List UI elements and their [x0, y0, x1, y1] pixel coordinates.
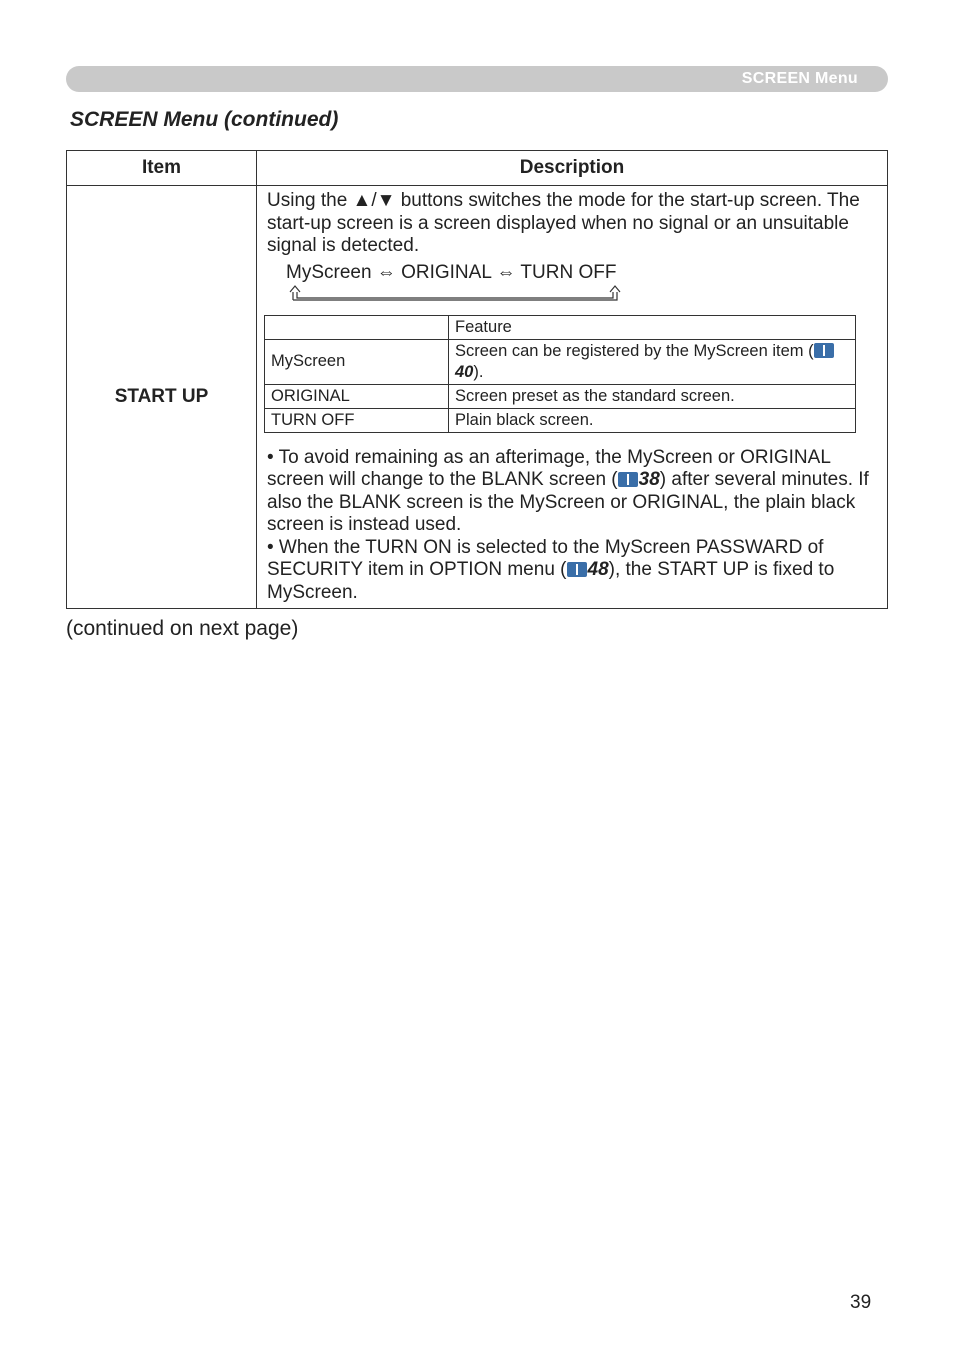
description-cell: [257, 186, 888, 609]
mode-name: ORIGINAL: [265, 384, 449, 408]
table-header-row: [67, 151, 888, 186]
cycle-return-arrow-icon: [287, 284, 623, 304]
item-cell: START UP: [67, 186, 257, 609]
header-label: SCREEN Menu: [741, 70, 858, 87]
menu-table: [66, 150, 888, 609]
mode-feature: [449, 339, 856, 384]
mode-cycle: MyScreen ⇔ ORIGINAL ⇔ TURN OFF: [286, 261, 617, 283]
note-password: [267, 537, 877, 605]
feature-header-blank: [265, 315, 449, 339]
book-reference-icon: [814, 343, 834, 358]
header-bar: [66, 66, 888, 92]
book-reference-icon: [567, 562, 587, 577]
item-column-header: Item: [67, 151, 257, 186]
page-title: SCREEN Menu (continued): [70, 108, 339, 131]
note-text: • When the TURN ON is selected to the MyScreen PASSWARD of SECURITY item in OPTION menu (: [267, 536, 824, 580]
mode-feature: Plain black screen.: [449, 408, 856, 432]
feature-header-row: [265, 315, 856, 339]
feature-text-end: ).: [473, 362, 484, 381]
table-row: [67, 186, 888, 609]
intro-text: Using the ▲/▼ buttons switches the mode for the start-up screen. The start-up screen is a screen displayed when no signal or an unsuitable signal is detected.: [267, 190, 860, 256]
book-reference-icon: [618, 472, 638, 487]
note-text-end: ), the START UP is fixed to MyScreen.: [267, 559, 835, 603]
page-number: 39: [850, 1292, 872, 1313]
feature-table: [264, 315, 856, 433]
mode-name: TURN OFF: [265, 408, 449, 432]
page-reference: 48: [587, 559, 609, 580]
page-reference: 38: [638, 469, 660, 490]
table-row: [265, 339, 856, 384]
note-afterimage: [267, 447, 877, 537]
feature-header: Feature: [449, 315, 856, 339]
table-row: [265, 384, 856, 408]
mode-feature: Screen preset as the standard screen.: [449, 384, 856, 408]
note-text: • To avoid remaining as an afterimage, the MyScreen or ORIGINAL screen will change to the BLANK screen (: [267, 446, 831, 490]
description-column-header: Description: [257, 151, 888, 186]
mode-name: MyScreen: [265, 339, 449, 384]
table-row: [265, 408, 856, 432]
feature-text: Screen can be registered by the MyScreen item (: [455, 341, 814, 360]
notes: [267, 447, 877, 605]
continued-note: (continued on next page): [66, 617, 299, 640]
page-reference: 40: [455, 362, 474, 381]
note-text-end: ) after several minutes. If also the BLANK screen is the MyScreen or ORIGINAL, the plain black screen is instead used.: [267, 469, 869, 535]
